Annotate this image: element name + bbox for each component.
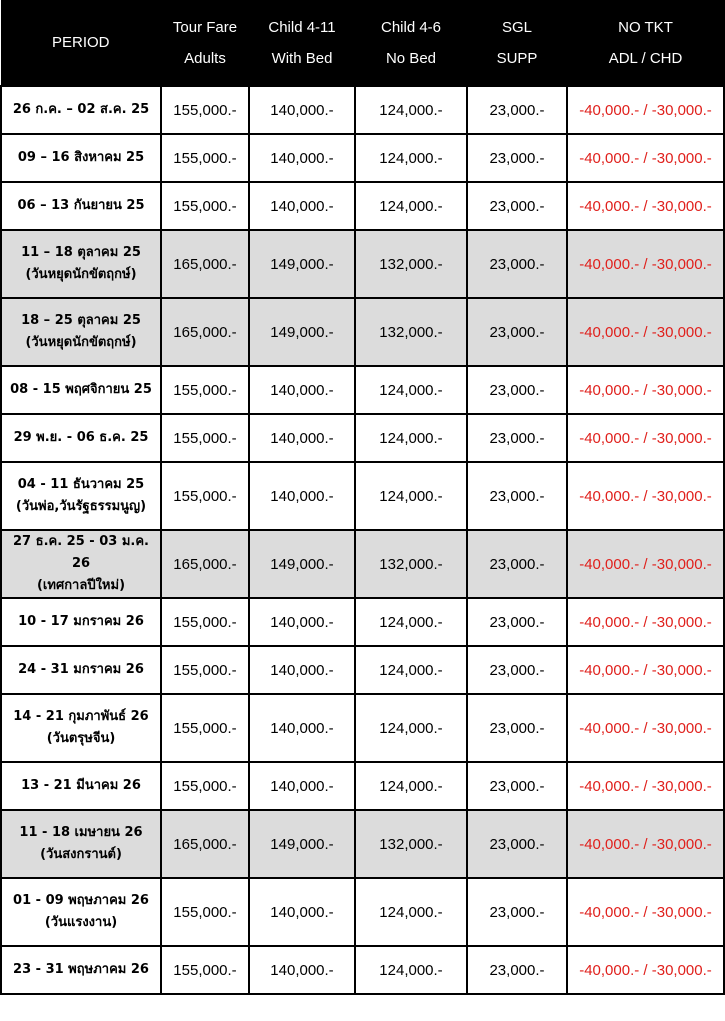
child-no-bed-cell: 124,000.- [355,86,467,134]
no-ticket-cell: -40,000.- / -30,000.- [567,646,724,694]
single-supplement-cell: 23,000.- [467,86,567,134]
single-supplement-cell: 23,000.- [467,134,567,182]
single-supplement-cell: 23,000.- [467,414,567,462]
period-note: (วันสงกรานต์) [40,847,122,862]
period-dates: 10 - 17 มกราคม 26 [18,614,144,629]
child-with-bed-cell: 140,000.- [249,182,355,230]
child-with-bed-cell: 140,000.- [249,598,355,646]
single-supplement-cell: 23,000.- [467,694,567,762]
adult-fare-cell: 155,000.- [161,366,249,414]
adult-fare-cell: 155,000.- [161,182,249,230]
no-ticket-cell: -40,000.- / -30,000.- [567,230,724,298]
child-with-bed-cell: 140,000.- [249,646,355,694]
header-child-nobed-line-2: No Bed [385,49,437,67]
child-no-bed-cell: 132,000.- [355,298,467,366]
period-note: (วันหยุดนักขัตฤกษ์) [25,335,137,350]
single-supplement-cell: 23,000.- [467,810,567,878]
adult-fare-cell: 155,000.- [161,694,249,762]
table-row [1,946,724,994]
child-with-bed-cell: 149,000.- [249,530,355,598]
period-dates: 11 – 18 ตุลาคม 25 [21,245,141,260]
single-supplement-cell: 23,000.- [467,946,567,994]
no-ticket-cell: -40,000.- / -30,000.- [567,878,724,946]
child-no-bed-cell: 124,000.- [355,646,467,694]
adult-fare-cell: 165,000.- [161,810,249,878]
single-supplement-cell: 23,000.- [467,530,567,598]
period-note: (วันพ่อ,วันรัฐธรรมนูญ) [15,499,147,514]
single-supplement-cell: 23,000.- [467,598,567,646]
adult-fare-cell: 155,000.- [161,414,249,462]
fare-table-body [1,86,724,994]
no-ticket-cell: -40,000.- / -30,000.- [567,762,724,810]
child-with-bed-cell: 140,000.- [249,462,355,530]
child-no-bed-cell: 124,000.- [355,462,467,530]
header-child-bed-line-1: Child 4-11 [268,18,336,36]
period-dates: 06 – 13 กันยายน 25 [17,198,145,213]
child-with-bed-cell: 149,000.- [249,230,355,298]
single-supplement-cell: 23,000.- [467,366,567,414]
period-dates: 11 - 18 เมษายน 26 [19,825,143,840]
period-dates: 14 - 21 กุมภาพันธ์ 26 [13,709,149,724]
period-dates: 04 - 11 ธันวาคม 25 [17,477,145,492]
no-ticket-cell: -40,000.- / -30,000.- [567,366,724,414]
table-row [1,298,724,366]
header-single-supplement [467,0,567,86]
child-with-bed-cell: 149,000.- [249,298,355,366]
adult-fare-cell: 155,000.- [161,762,249,810]
child-with-bed-cell: 140,000.- [249,86,355,134]
period-dates: 27 ธ.ค. 25 - 03 ม.ค. 26 [13,534,149,571]
child-no-bed-cell: 124,000.- [355,762,467,810]
period-cell [1,810,161,878]
child-no-bed-cell: 124,000.- [355,366,467,414]
adult-fare-cell: 165,000.- [161,298,249,366]
table-row [1,878,724,946]
period-cell [1,414,161,462]
header-period [1,0,161,86]
child-with-bed-cell: 140,000.- [249,878,355,946]
child-no-bed-cell: 124,000.- [355,946,467,994]
no-ticket-cell: -40,000.- / -30,000.- [567,182,724,230]
period-cell [1,182,161,230]
header-single-line-2: SUPP [496,49,538,67]
adult-fare-cell: 155,000.- [161,86,249,134]
header-child-no-bed [355,0,467,86]
no-ticket-cell: -40,000.- / -30,000.- [567,462,724,530]
child-with-bed-cell: 140,000.- [249,946,355,994]
no-ticket-cell: -40,000.- / -30,000.- [567,414,724,462]
no-ticket-cell: -40,000.- / -30,000.- [567,86,724,134]
child-no-bed-cell: 124,000.- [355,694,467,762]
period-note: (เทศกาลปีใหม่) [36,578,126,593]
child-with-bed-cell: 140,000.- [249,134,355,182]
adult-fare-cell: 155,000.- [161,134,249,182]
header-adult-line-2: Adults [184,49,226,67]
period-dates: 18 – 25 ตุลาคม 25 [21,313,141,328]
single-supplement-cell: 23,000.- [467,298,567,366]
period-dates: 09 – 16 สิงหาคม 25 [17,150,145,165]
adult-fare-cell: 155,000.- [161,646,249,694]
table-row [1,134,724,182]
table-row [1,182,724,230]
table-row [1,530,724,598]
adult-fare-cell: 155,000.- [161,946,249,994]
child-no-bed-cell: 124,000.- [355,134,467,182]
period-cell [1,134,161,182]
period-dates: 23 - 31 พฤษภาคม 26 [13,962,149,977]
adult-fare-cell: 155,000.- [161,878,249,946]
single-supplement-cell: 23,000.- [467,462,567,530]
single-supplement-cell: 23,000.- [467,646,567,694]
period-cell [1,694,161,762]
table-row [1,762,724,810]
period-note: (วันตรุษจีน) [46,731,116,746]
period-cell [1,646,161,694]
header-child-nobed-line-1: Child 4-6 [380,18,442,36]
header-child-bed-line-2: With Bed [271,49,333,67]
table-row [1,646,724,694]
child-no-bed-cell: 124,000.- [355,598,467,646]
adult-fare-cell: 165,000.- [161,530,249,598]
child-with-bed-cell: 140,000.- [249,414,355,462]
table-row [1,366,724,414]
single-supplement-cell: 23,000.- [467,762,567,810]
period-cell [1,366,161,414]
no-ticket-cell: -40,000.- / -30,000.- [567,946,724,994]
no-ticket-cell: -40,000.- / -30,000.- [567,298,724,366]
single-supplement-cell: 23,000.- [467,878,567,946]
adult-fare-cell: 155,000.- [161,598,249,646]
header-single-line-1: SGL [501,18,532,36]
period-dates: 29 พ.ย. - 06 ธ.ค. 25 [13,430,149,445]
header-period-line-1: PERIOD [51,33,110,51]
period-cell [1,530,161,598]
table-row [1,810,724,878]
header-noticket-line-2: ADL / CHD [608,49,683,67]
period-cell [1,598,161,646]
table-row [1,414,724,462]
table-row [1,462,724,530]
child-no-bed-cell: 124,000.- [355,414,467,462]
table-row [1,230,724,298]
adult-fare-cell: 155,000.- [161,462,249,530]
period-cell [1,762,161,810]
period-dates: 01 - 09 พฤษภาคม 26 [13,893,149,908]
period-cell [1,946,161,994]
table-header-row [1,0,724,86]
no-ticket-cell: -40,000.- / -30,000.- [567,134,724,182]
period-cell [1,878,161,946]
table-row [1,694,724,762]
child-with-bed-cell: 140,000.- [249,366,355,414]
child-no-bed-cell: 132,000.- [355,530,467,598]
child-no-bed-cell: 132,000.- [355,230,467,298]
no-ticket-cell: -40,000.- / -30,000.- [567,810,724,878]
single-supplement-cell: 23,000.- [467,182,567,230]
child-with-bed-cell: 149,000.- [249,810,355,878]
period-note: (วันหยุดนักขัตฤกษ์) [25,267,137,282]
child-with-bed-cell: 140,000.- [249,694,355,762]
period-cell [1,462,161,530]
child-no-bed-cell: 132,000.- [355,810,467,878]
period-dates: 26 ก.ค. – 02 ส.ค. 25 [12,102,150,117]
header-adult-line-1: Tour Fare [172,18,238,36]
child-with-bed-cell: 140,000.- [249,762,355,810]
child-no-bed-cell: 124,000.- [355,182,467,230]
header-noticket-line-1: NO TKT [618,18,673,36]
period-cell [1,298,161,366]
no-ticket-cell: -40,000.- / -30,000.- [567,598,724,646]
period-note: (วันแรงงาน) [44,915,118,930]
period-dates: 08 - 15 พฤศจิกายน 25 [10,382,152,397]
period-dates: 13 - 21 มีนาคม 26 [21,778,141,793]
table-row [1,86,724,134]
header-no-ticket [567,0,724,86]
table-row [1,598,724,646]
period-cell [1,86,161,134]
header-child-with-bed [249,0,355,86]
period-dates: 24 - 31 มกราคม 26 [18,662,144,677]
child-no-bed-cell: 124,000.- [355,878,467,946]
period-cell [1,230,161,298]
single-supplement-cell: 23,000.- [467,230,567,298]
no-ticket-cell: -40,000.- / -30,000.- [567,694,724,762]
adult-fare-cell: 165,000.- [161,230,249,298]
header-adult-fare [161,0,249,86]
no-ticket-cell: -40,000.- / -30,000.- [567,530,724,598]
